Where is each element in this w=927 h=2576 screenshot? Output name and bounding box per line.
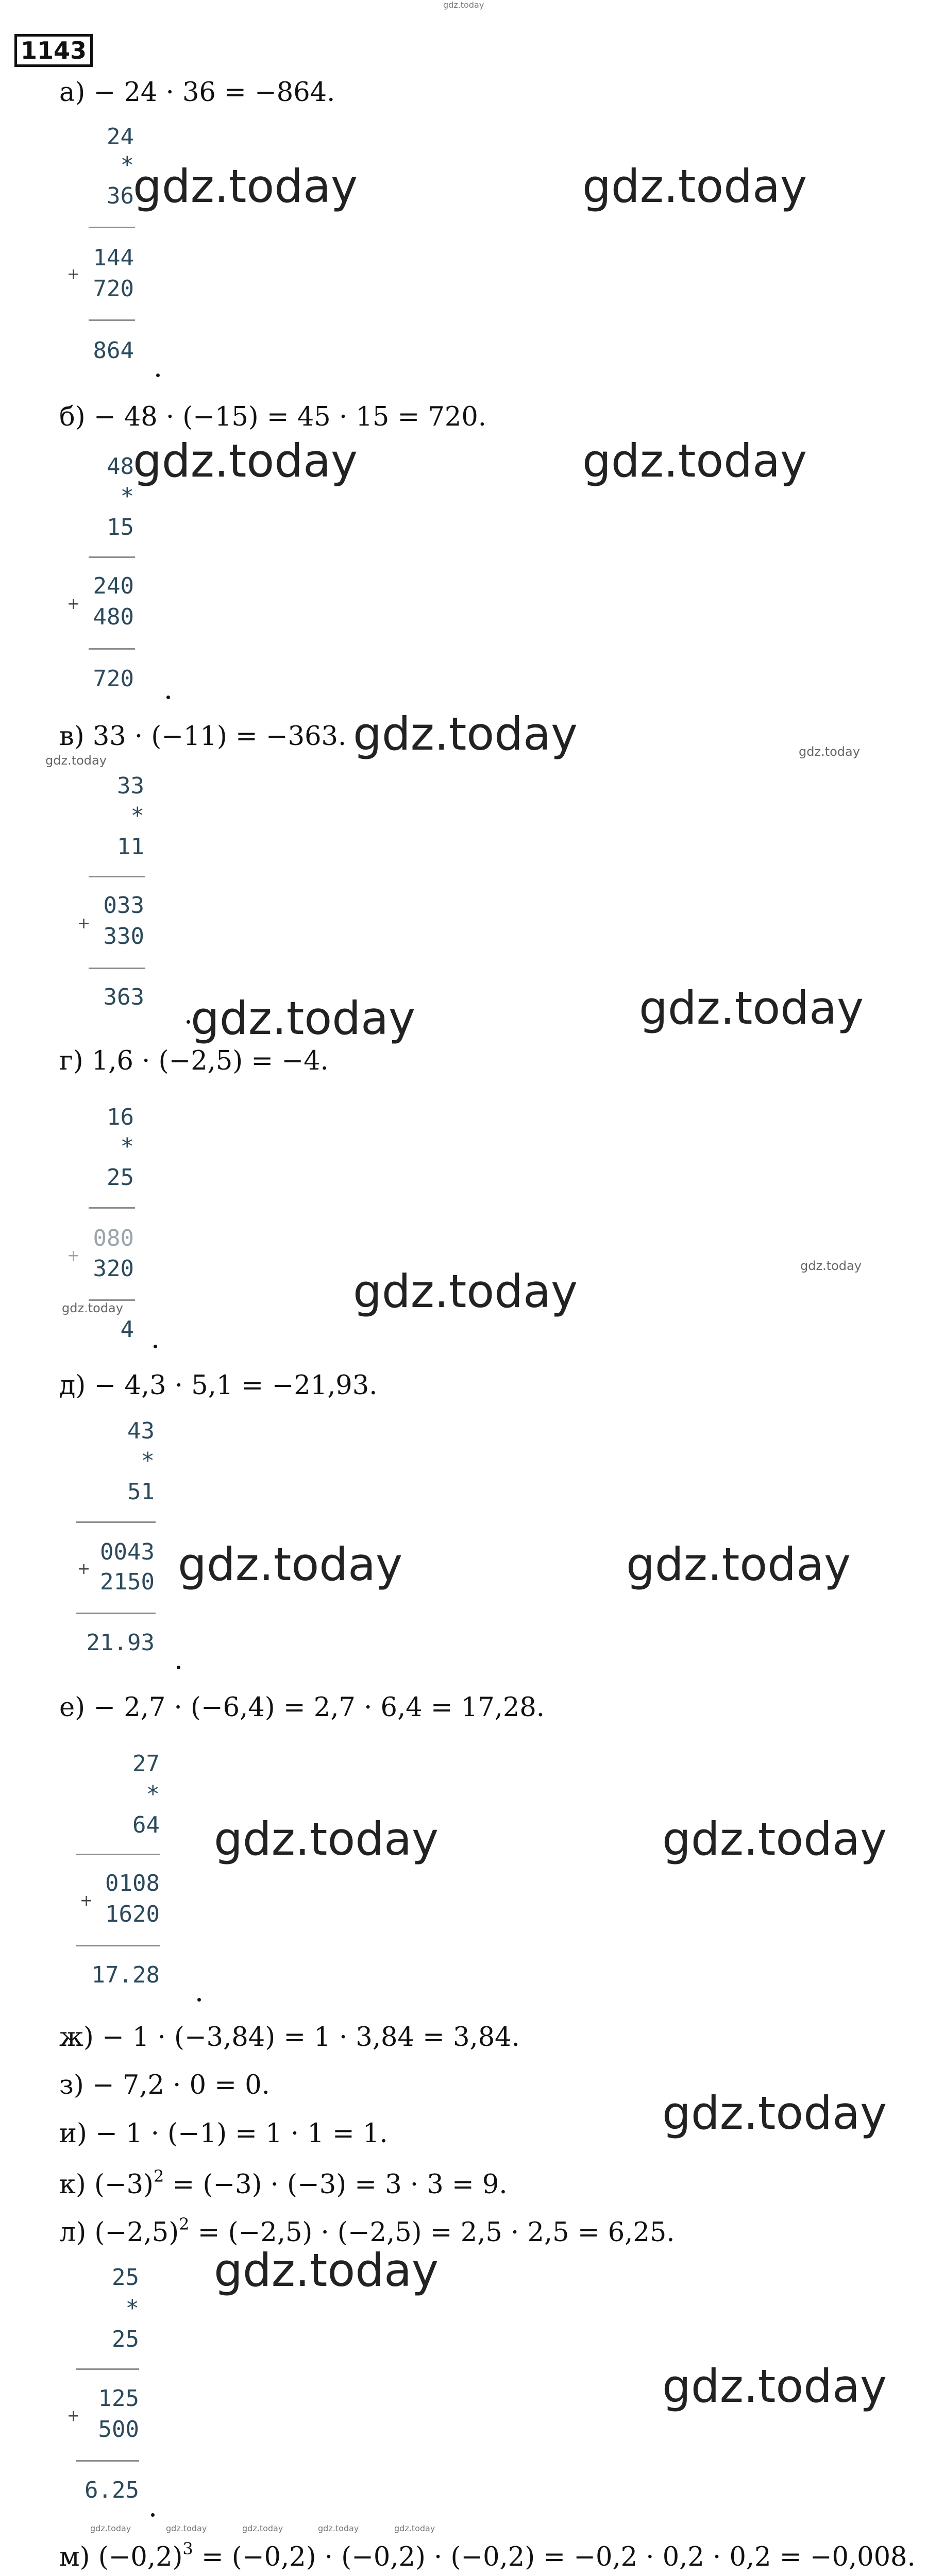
col-e-sign: * <box>146 1781 160 1807</box>
col-e-dot <box>197 1998 201 2002</box>
equation-l-rest: = (−2,5) · (−2,5) = 2,5 · 2,5 = 6,25. <box>189 2217 675 2248</box>
col-e-line-1 <box>76 1854 160 1855</box>
col-d-partial-2: 2150 <box>100 1569 155 1595</box>
equation-l <box>59 2214 675 2248</box>
watermark: gdz.today <box>214 1812 439 1866</box>
equation-l-base: л) (−2,5) <box>59 2217 179 2248</box>
watermark: gdz.today <box>214 2244 439 2297</box>
col-v-top: 33 <box>117 773 144 799</box>
col-l-line-2 <box>76 2460 139 2462</box>
col-v-dot <box>187 1020 190 1024</box>
col-l-partial-2: 500 <box>98 2416 139 2443</box>
col-d-second: 51 <box>127 1479 155 1505</box>
col-d-line-2 <box>76 1613 156 1614</box>
equation-k-exponent: 2 <box>153 2166 164 2186</box>
col-v-line-2 <box>89 968 145 969</box>
col-v-plus: + <box>77 914 91 933</box>
col-d-result: 21.93 <box>86 1630 155 1656</box>
equation-l-exponent: 2 <box>179 2214 190 2234</box>
col-e-partial-2: 1620 <box>105 1901 160 1927</box>
col-d-dot <box>177 1666 180 1669</box>
col-b-partial-2: 480 <box>93 604 134 630</box>
col-a-top: 24 <box>107 124 134 150</box>
col-l-second: 25 <box>112 2326 139 2352</box>
col-b-top: 48 <box>107 453 134 480</box>
watermark-tiny: gdz.today <box>166 2523 207 2533</box>
header-watermark: gdz.today <box>443 0 484 10</box>
equation-e: е) − 2,7 · (−6,4) = 2,7 · 6,4 = 17,28. <box>59 1692 545 1723</box>
watermark: gdz.today <box>639 981 864 1035</box>
col-l-top: 25 <box>112 2264 139 2291</box>
col-v-line-1 <box>89 876 145 877</box>
watermark: gdz.today <box>178 1538 403 1591</box>
col-d-partial-1: 0043 <box>100 1539 155 1565</box>
col-g-plus: + <box>67 1247 80 1265</box>
col-g-partial-2: 320 <box>93 1256 134 1282</box>
col-l-plus: + <box>67 2407 80 2425</box>
col-e-result: 17.28 <box>91 1962 160 1988</box>
watermark-tiny: gdz.today <box>242 2523 283 2533</box>
col-a-partial-1: 144 <box>93 245 134 271</box>
equation-k-rest: = (−3) · (−3) = 3 · 3 = 9. <box>164 2170 508 2200</box>
col-v-second: 11 <box>117 834 144 860</box>
watermark: gdz.today <box>133 434 358 487</box>
watermark: gdz.today <box>662 2087 887 2140</box>
col-l-sign: * <box>125 2295 139 2321</box>
watermark-tiny: gdz.today <box>394 2523 435 2533</box>
col-a-dot <box>156 374 160 377</box>
col-a-plus: + <box>67 265 80 283</box>
col-a-line-2 <box>89 319 135 321</box>
col-g-line-1 <box>89 1207 135 1209</box>
equation-g: г) 1,6 · (−2,5) = −4. <box>59 1046 329 1076</box>
equation-m-rest: = (−0,2) · (−0,2) · (−0,2) = −0,2 · 0,2 · 0,2 = −0,008. <box>193 2542 916 2572</box>
watermark-small: gdz.today <box>45 753 107 768</box>
col-v-partial-1: 033 <box>103 892 144 919</box>
watermark-small: gdz.today <box>800 1259 862 1273</box>
equation-a: а) − 24 · 36 = −864. <box>59 77 335 108</box>
col-g-second: 25 <box>107 1164 134 1191</box>
equation-d: д) − 4,3 · 5,1 = −21,93. <box>59 1370 378 1401</box>
col-b-second: 15 <box>107 514 134 540</box>
task-number-box: 1143 <box>14 34 93 67</box>
watermark: gdz.today <box>626 1538 851 1591</box>
col-a-sign: * <box>120 152 134 178</box>
col-a-line-1 <box>89 227 135 228</box>
equation-m-exponent: 3 <box>182 2539 193 2558</box>
watermark: gdz.today <box>191 992 416 1045</box>
col-a-second: 36 <box>107 183 134 209</box>
col-e-line-2 <box>76 1945 160 1946</box>
col-e-partial-1: 0108 <box>105 1870 160 1896</box>
col-b-partial-1: 240 <box>93 573 134 599</box>
col-a-result: 864 <box>93 337 134 364</box>
equation-i: и) − 1 · (−1) = 1 · 1 = 1. <box>59 2119 388 2149</box>
col-d-sign: * <box>141 1448 155 1474</box>
col-v-sign: * <box>130 803 144 829</box>
col-g-top: 16 <box>107 1104 134 1130</box>
equation-m <box>59 2539 916 2572</box>
col-e-top: 27 <box>132 1751 160 1777</box>
watermark-tiny: gdz.today <box>318 2523 359 2533</box>
watermark: gdz.today <box>582 434 807 487</box>
col-d-top: 43 <box>127 1418 155 1444</box>
col-g-result: 4 <box>120 1316 134 1343</box>
watermark: gdz.today <box>582 160 807 213</box>
col-d-line-1 <box>76 1521 156 1523</box>
equation-z: з) − 7,2 · 0 = 0. <box>59 2070 270 2100</box>
watermark-tiny: gdz.today <box>90 2523 131 2533</box>
col-l-partial-1: 125 <box>98 2385 139 2412</box>
watermark: gdz.today <box>133 160 358 213</box>
watermark: gdz.today <box>353 707 578 760</box>
col-a-partial-2: 720 <box>93 276 134 302</box>
col-b-sign: * <box>120 483 134 510</box>
equation-zh: ж) − 1 · (−3,84) = 1 · 3,84 = 3,84. <box>59 2022 520 2053</box>
equation-k-base: к) (−3) <box>59 2170 154 2200</box>
watermark-small: gdz.today <box>799 744 860 759</box>
col-l-line-1 <box>76 2368 139 2370</box>
watermark: gdz.today <box>662 1812 887 1866</box>
col-b-line-2 <box>89 648 135 650</box>
col-e-second: 64 <box>132 1812 160 1838</box>
col-g-partial-1: 080 <box>93 1225 134 1251</box>
equation-v: в) 33 · (−11) = −363. <box>59 721 347 752</box>
col-b-result: 720 <box>93 666 134 692</box>
col-b-plus: + <box>67 595 80 613</box>
col-g-dot <box>154 1345 157 1348</box>
col-d-plus: + <box>77 1560 91 1578</box>
col-v-result: 363 <box>103 984 144 1010</box>
col-e-plus: + <box>80 1892 93 1910</box>
col-l-result: 6.25 <box>85 2477 139 2503</box>
watermark: gdz.today <box>353 1265 578 1318</box>
col-v-partial-2: 330 <box>103 923 144 950</box>
equation-b: б) − 48 · (−15) = 45 · 15 = 720. <box>59 402 486 432</box>
col-l-dot <box>151 2513 155 2517</box>
watermark-small: gdz.today <box>62 1301 123 1315</box>
watermark: gdz.today <box>662 2360 887 2413</box>
equation-m-base: м) (−0,2) <box>59 2542 183 2572</box>
col-b-dot <box>166 696 170 699</box>
equation-k <box>59 2166 508 2200</box>
col-b-line-1 <box>89 556 135 558</box>
col-g-sign: * <box>120 1133 134 1160</box>
